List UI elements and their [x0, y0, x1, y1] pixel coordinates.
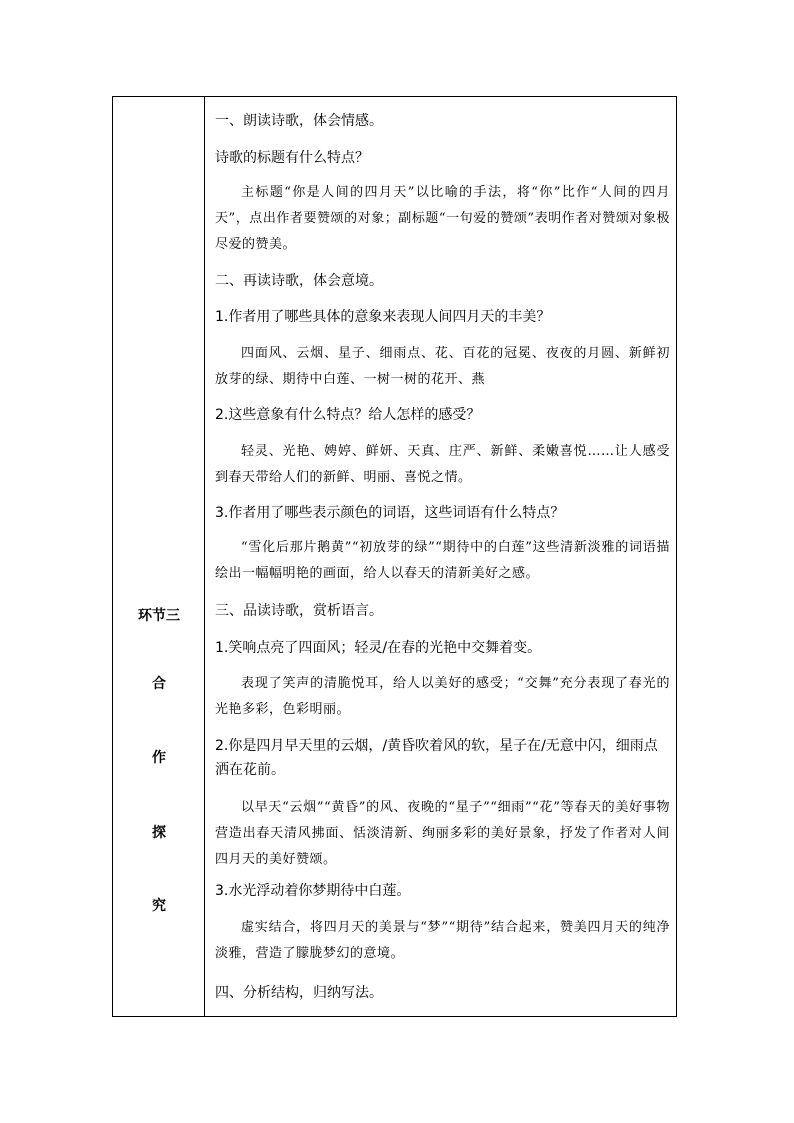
answer-3: “雪化后那片鹅黄”“初放芽的绿”“期待中的白莲”这些清新淡雅的词语描绘出一幅幅明艳的画面，给人以春天的清新美好之感。 — [215, 540, 670, 581]
stage-label-cell — [113, 97, 205, 1016]
section-4-heading: 四、分析结构，归纳写法。 — [215, 985, 383, 1001]
stage-title: 环节三 — [138, 608, 180, 624]
stage-char-1: 合 — [152, 676, 166, 692]
stage-char-2: 作 — [152, 750, 166, 766]
question-3: 3.作者用了哪些表示颜色的词语，这些词语有什么特点？ — [215, 505, 565, 521]
section-3-heading: 三、品读诗歌，赏析语言。 — [215, 603, 383, 619]
poem-line-1: 1.笑响点亮了四面风；轻灵/在春的光艳中交舞着变。 — [215, 640, 542, 656]
question-2: 2.这些意象有什么特点？给人怎样的感受？ — [215, 407, 481, 423]
answer-1: 四面风、云烟、星子、细雨点、花、百花的冠冕、夜夜的月圆、新鲜初放芽的绿、期待中白莲、一树一树的花开、燕 — [215, 346, 670, 387]
answer-title: 主标题“你是人间的四月天”以比喻的手法，将“你”比作“人间的四月天”，点出作者要赞颂的对象；副标题“一句爱的赞颂”表明作者对赞颂对象极尽爱的赞美。 — [215, 185, 670, 252]
poem-line-3: 3.水光浮动着你梦期待中白莲。 — [215, 883, 411, 899]
lesson-table — [112, 96, 677, 1017]
stage-char-4: 究 — [152, 898, 166, 914]
answer-2: 轻灵、光艳、娉婷、鲜妍、天真、庄严、新鲜、柔嫩喜悦……让人感受到春天带给人们的新鲜、明丽、喜悦之情。 — [215, 444, 670, 485]
analysis-2: 以早天“云烟”“黄昏”的风、夜晚的“星子”“细雨”“花”等春天的美好事物营造出春天清风拂面、恬淡清新、绚丽多彩的美好景象，抒发了作者对人间四月天的美好赞颂。 — [215, 800, 670, 867]
stage-char-3: 探 — [152, 825, 166, 841]
question-title: 诗歌的标题有什么特点？ — [215, 150, 369, 166]
section-2-heading: 二、再读诗歌，体会意境。 — [215, 273, 383, 289]
poem-line-2: 2.你是四月早天里的云烟，/黄昏吹着风的软，星子在/无意中闪，细雨点洒在花前。 — [215, 738, 658, 778]
section-1-heading: 一、朗读诗歌，体会情感。 — [215, 113, 383, 129]
analysis-1: 表现了笑声的清脆悦耳，给人以美好的感受；“交舞”充分表现了春光的光艳多彩，色彩明丽。 — [215, 676, 670, 717]
analysis-3: 虚实结合，将四月天的美景与“梦”“期待”结合起来，赞美四月天的纯净淡雅，营造了朦胧梦幻的意境。 — [215, 920, 670, 961]
content-cell — [205, 97, 676, 1016]
question-1: 1.作者用了哪些具体的意象来表现人间四月天的丰美？ — [215, 309, 551, 325]
